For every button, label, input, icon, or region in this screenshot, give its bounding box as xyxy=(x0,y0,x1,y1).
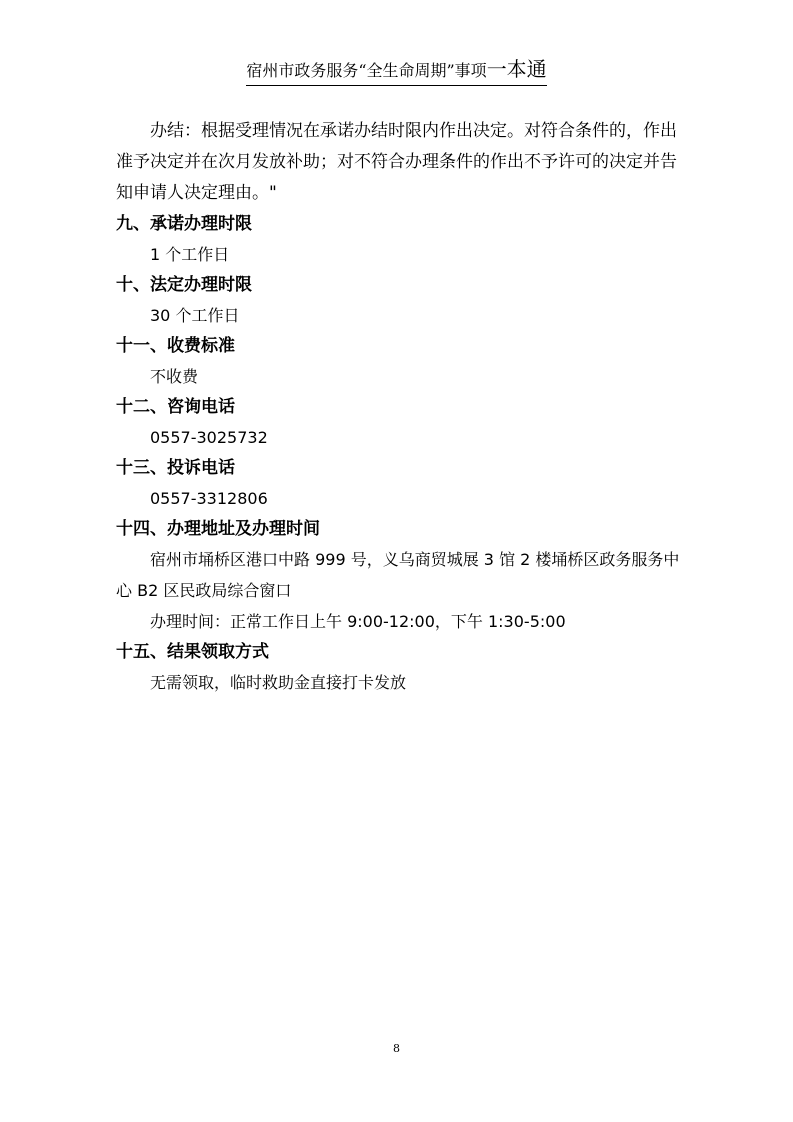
header-title-main: 宿州市政务服务“全生命周期”事项 xyxy=(246,61,487,80)
section-content: 不收费 xyxy=(150,367,199,386)
section-content: 宿州市埇桥区港口中路 999 号，义乌商贸城展 3 馆 2 楼埇桥区政务服务中心 B2 区民政局综合窗口 xyxy=(116,550,680,600)
intro-paragraph: 办结：根据受理情况在承诺办结时限内作出决定。对符合条件的，作出准予决定并在次月发放补助；对不符合办理条件的作出不予许可的决定并告知申请人决定理由。" xyxy=(116,121,677,203)
header-title xyxy=(246,57,546,86)
section-content: 无需领取，临时救助金直接打卡发放 xyxy=(150,673,407,692)
section-heading: 九、承诺办理时限 xyxy=(116,214,252,234)
section-content: 1 个工作日 xyxy=(150,245,230,264)
section-heading: 十二、咨询电话 xyxy=(116,397,235,417)
page-header xyxy=(0,57,793,86)
document-body xyxy=(116,116,681,698)
section-content: 0557-3312806 xyxy=(150,489,268,508)
section-heading: 十、法定办理时限 xyxy=(116,275,252,295)
section-heading: 十五、结果领取方式 xyxy=(116,642,269,662)
section-heading: 十三、投诉电话 xyxy=(116,458,235,478)
section-heading: 十四、办理地址及办理时间 xyxy=(116,519,320,539)
section-content-hours: 办理时间：正常工作日上午 9:00-12:00，下午 1:30-5:00 xyxy=(150,612,566,631)
section-heading: 十一、收费标准 xyxy=(116,336,235,356)
header-title-tail: 一本通 xyxy=(486,57,547,81)
section-content: 0557-3025732 xyxy=(150,428,268,447)
page-number: 8 xyxy=(393,1042,400,1055)
section-content: 30 个工作日 xyxy=(150,306,240,325)
